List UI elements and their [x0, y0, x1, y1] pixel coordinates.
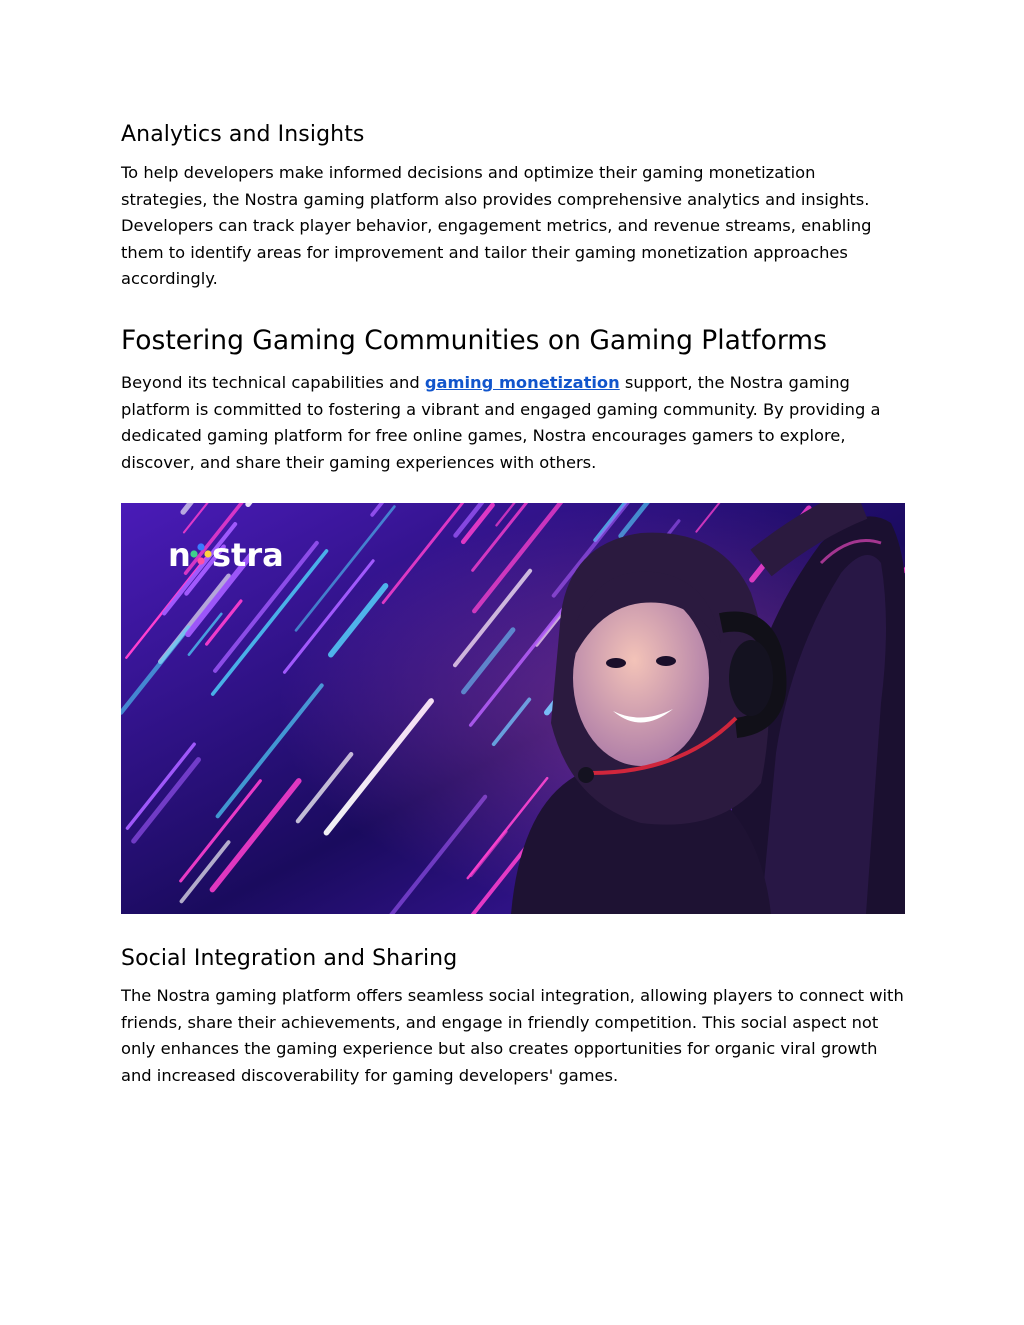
logo-text-n: n: [168, 536, 191, 574]
logo-text-stra: stra: [212, 536, 284, 574]
gaming-monetization-link[interactable]: gaming monetization: [424, 373, 620, 392]
body-text-before-link: Beyond its technical capabilities and: [121, 373, 425, 392]
hero-illustration: [121, 503, 905, 914]
section-body-analytics: To help developers make informed decisions and optimize their gaming monetization strategies, the Nostra gaming platform also provides comprehensive analytics and insights. Developers can track player behavior, engagement metrics, and revenue streams, enabling them to identify areas for improvement and tailor their gaming monetization approaches accordingly.: [121, 163, 872, 289]
section-body-communities: [121, 370, 906, 476]
section-body-social: The Nostra gaming platform offers seamless social integration, allowing players to connect with friends, share their achievements, and engage in friendly competition. This social aspect not only enhances the gaming experience but also creates opportunities for organic viral growth and increased discoverability for gaming developers' games.: [121, 986, 904, 1085]
section-heading-communities: Fostering Gaming Communities on Gaming Platforms: [121, 325, 827, 356]
section-heading-analytics: Analytics and Insights: [121, 122, 365, 147]
hero-image: [121, 503, 905, 914]
nostra-logo: [168, 536, 284, 574]
section-heading-social: Social Integration and Sharing: [121, 946, 458, 971]
body-text-after-link: support, the Nostra gaming platform is committed to fostering a vibrant and engaged gaming community. By providing a dedicated gaming platform for free online games, Nostra encourages gamers to explore, discover, and share their gaming experiences with others.: [121, 373, 881, 472]
